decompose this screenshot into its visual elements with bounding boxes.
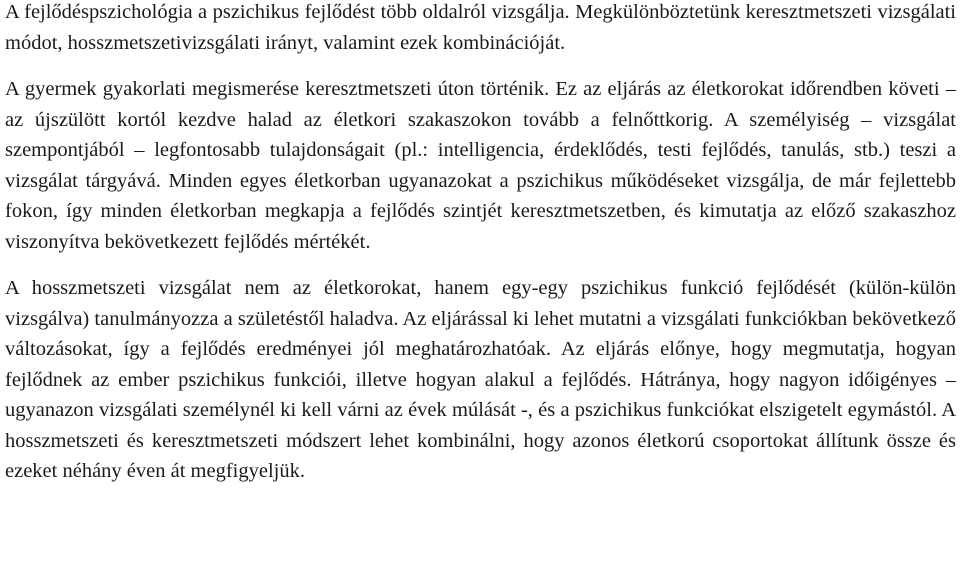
paragraph-spacer bbox=[5, 58, 956, 74]
paragraph-longitudinal: A hosszmetszeti vizsgálat nem az életkorokat, hanem egy-egy pszichikus funkció fejlődését (külön-külön vizsgálva) tanulmányozza a születéstől haladva. Az eljárással ki lehet mutatni a vizsgálati funkciókban bekövetkező változásokat, így a fejlődés eredményei jól meghatározhatóak. Az eljárás előnye, hogy megmutatja, hogyan fejlődnek az ember pszichikus funkciói, illetve hogyan alakul a fejlődés. Hátránya, hogy nagyon időigényes – ugyanazon vizsgálati személynél ki kell várni az évek múlását -, és a pszichikus funkciókat elszigetelt egymástól. A hosszmetszeti és keresztmetszeti módszert lehet kombinálni, hogy azonos életkorú csoportokat állítunk össze és ezeket néhány éven át megfigyeljük. bbox=[5, 277, 956, 482]
paragraph-intro: A fejlődéspszichológia a pszichikus fejlődést több oldalról vizsgálja. Megkülönböztetünk keresztmetszeti vizsgálati módot, hosszmetszetivizsgálati irányt, valamint ezek kombinációját. bbox=[5, 1, 956, 54]
paragraph-spacer bbox=[5, 257, 956, 273]
paragraph-cross-sectional: A gyermek gyakorlati megismerése keresztmetszeti úton történik. Ez az eljárás az életkorokat időrendben követi – az újszülött kortól kezdve halad az életkori szakaszokon tovább a felnőttkorig. A személyiség – vizsgálat szempontjából – legfontosabb tulajdonságait (pl.: intelligencia, érdeklődés, testi fejlődés, tanulás, stb.) teszi a vizsgálat tárgyává. Minden egyes életkorban ugyanazokat a pszichikus működéseket vizsgálja, de már fejlettebb fokon, így minden életkorban megkapja a fejlődés szintjét keresztmetszetben, és kimutatja az előző szakaszhoz viszonyítva bekövetkezett fejlődés mértékét. bbox=[5, 78, 956, 253]
